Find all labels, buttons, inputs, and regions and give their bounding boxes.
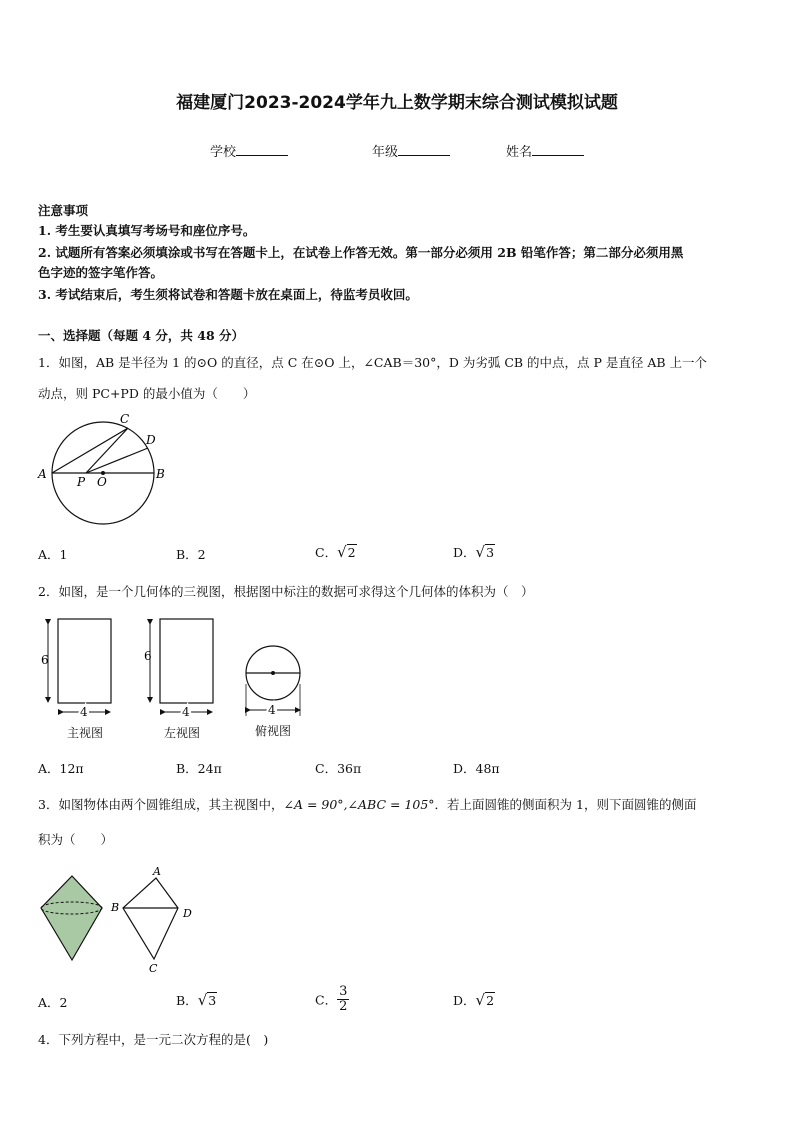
q3-option-c-prefix: C． xyxy=(315,992,338,1008)
notes-item-1: 1. 考生要认真填写考场号和座位序号。 xyxy=(38,223,256,238)
name-label: 姓名 xyxy=(506,145,533,160)
front-height-label: 6 xyxy=(41,653,49,667)
q3-double-cone-figure xyxy=(36,864,206,976)
name-blank xyxy=(532,143,584,156)
school-label: 学校 xyxy=(210,145,237,160)
cone-solid xyxy=(41,876,102,960)
segment-pd xyxy=(86,448,148,473)
caption-top-view: 俯视图 xyxy=(255,724,292,738)
q1-option-d-prefix: D． xyxy=(453,545,476,560)
q3-stem-prefix: 3．如图物体由两个圆锥组成，其主视图中， xyxy=(38,797,284,812)
grade-field xyxy=(372,141,450,160)
top-view-center xyxy=(271,671,275,675)
page-title: 福建厦门2023-2024学年九上数学期末综合测试模拟试题 xyxy=(176,93,618,113)
q3-stem-line2: 积为（ ） xyxy=(38,832,114,847)
notes-item-2-line2: 色字迹的签字笔作答。 xyxy=(38,265,164,280)
q2-option-a: A．12π xyxy=(38,761,84,776)
segment-pc xyxy=(86,428,128,473)
q2-option-d: D．48π xyxy=(453,761,500,776)
label-c: C xyxy=(149,962,158,975)
q1-stem-line2: 动点，则 PC+PD 的最小值为（ ） xyxy=(38,386,256,401)
school-blank xyxy=(236,143,288,156)
label-d: D xyxy=(183,907,192,920)
q3-option-c-numerator: 3 xyxy=(339,984,348,999)
notes-item-2-line1: 2. 试题所有答案必须填涂或书写在答题卡上，在试卷上作答无效。第一部分必须用 2B 铅笔作答；第二部分必须用黑 xyxy=(38,245,684,260)
left-height-label: 6 xyxy=(144,649,152,663)
q3-option-d-prefix: D． xyxy=(453,993,476,1008)
q1-circle-figure xyxy=(34,408,174,530)
q1-option-b: B．2 xyxy=(176,547,206,562)
q3-option-a: A．2 xyxy=(38,995,68,1010)
sqrt-symbol: √2 xyxy=(475,991,495,1009)
notes-item-3: 3. 考试结束后，考生须将试卷和答题卡放在桌面上，待监考员收回。 xyxy=(38,287,418,302)
q1-option-d-radicand: 3 xyxy=(486,545,495,560)
label-b: B xyxy=(111,901,120,914)
grade-label: 年级 xyxy=(372,145,399,160)
q1-option-a: A．1 xyxy=(38,547,68,562)
q1-stem-line1: 1．如图，AB 是半径为 1 的⊙O 的直径，点 C 在⊙O 上，∠CAB＝30°，D 为劣弧 CB 的中点，点 P 是直径 AB 上一个 xyxy=(38,355,708,370)
q2-option-b: B．24π xyxy=(176,761,222,776)
fraction xyxy=(337,985,349,1014)
q3-stem-line1 xyxy=(38,795,696,815)
front-width-label: 4 xyxy=(80,705,88,719)
label-d: D xyxy=(146,433,156,447)
grade-blank xyxy=(398,143,450,156)
left-view-rect xyxy=(160,619,213,703)
label-a: A xyxy=(153,865,161,878)
q1-option-d xyxy=(453,543,495,561)
q2-three-views-figure xyxy=(36,614,316,724)
caption-left-view: 左视图 xyxy=(164,726,201,740)
front-view-rect xyxy=(58,619,111,703)
q3-option-b-radicand: 3 xyxy=(208,993,217,1008)
q3-option-b xyxy=(176,991,217,1009)
q3-stem-suffix: ．若上面圆锥的侧面积为 1，则下面圆锥的侧面 xyxy=(434,797,697,812)
q1-option-c-prefix: C． xyxy=(315,545,338,560)
label-a: A xyxy=(38,467,47,481)
q3-option-c xyxy=(315,985,349,1014)
notes-heading: 注意事项 xyxy=(38,203,89,218)
q3-angles: ∠A = 90°,∠ABC = 105° xyxy=(283,797,435,812)
label-c: C xyxy=(120,412,130,426)
sqrt-symbol: √3 xyxy=(475,543,495,561)
q4-stem-line1: 4．下列方程中，是一元二次方程的是( ) xyxy=(38,1032,269,1047)
q3-option-d xyxy=(453,991,495,1009)
q1-option-c xyxy=(315,543,357,561)
school-field xyxy=(210,141,288,160)
name-field xyxy=(506,141,584,160)
chord-ac xyxy=(52,428,128,473)
label-o: O xyxy=(97,475,107,489)
left-width-label: 4 xyxy=(182,705,190,719)
sqrt-symbol: √2 xyxy=(337,543,356,561)
q1-option-c-radicand: 2 xyxy=(347,545,356,560)
cone-front-view xyxy=(123,878,178,959)
label-b: B xyxy=(156,467,165,481)
section-heading: 一、选择题（每题 4 分，共 48 分） xyxy=(38,328,245,343)
q3-option-d-radicand: 2 xyxy=(486,993,495,1008)
label-p: P xyxy=(77,475,86,489)
q3-option-c-denominator: 2 xyxy=(339,999,348,1014)
sqrt-symbol: √3 xyxy=(197,991,217,1009)
q2-option-c: C．36π xyxy=(315,761,362,776)
q2-stem-line1: 2．如图，是一个几何体的三视图，根据图中标注的数据可求得这个几何体的体积为（ ） xyxy=(38,584,534,599)
q3-option-b-prefix: B． xyxy=(176,993,198,1008)
caption-front-view: 主视图 xyxy=(67,726,104,740)
top-width-label: 4 xyxy=(268,703,276,717)
